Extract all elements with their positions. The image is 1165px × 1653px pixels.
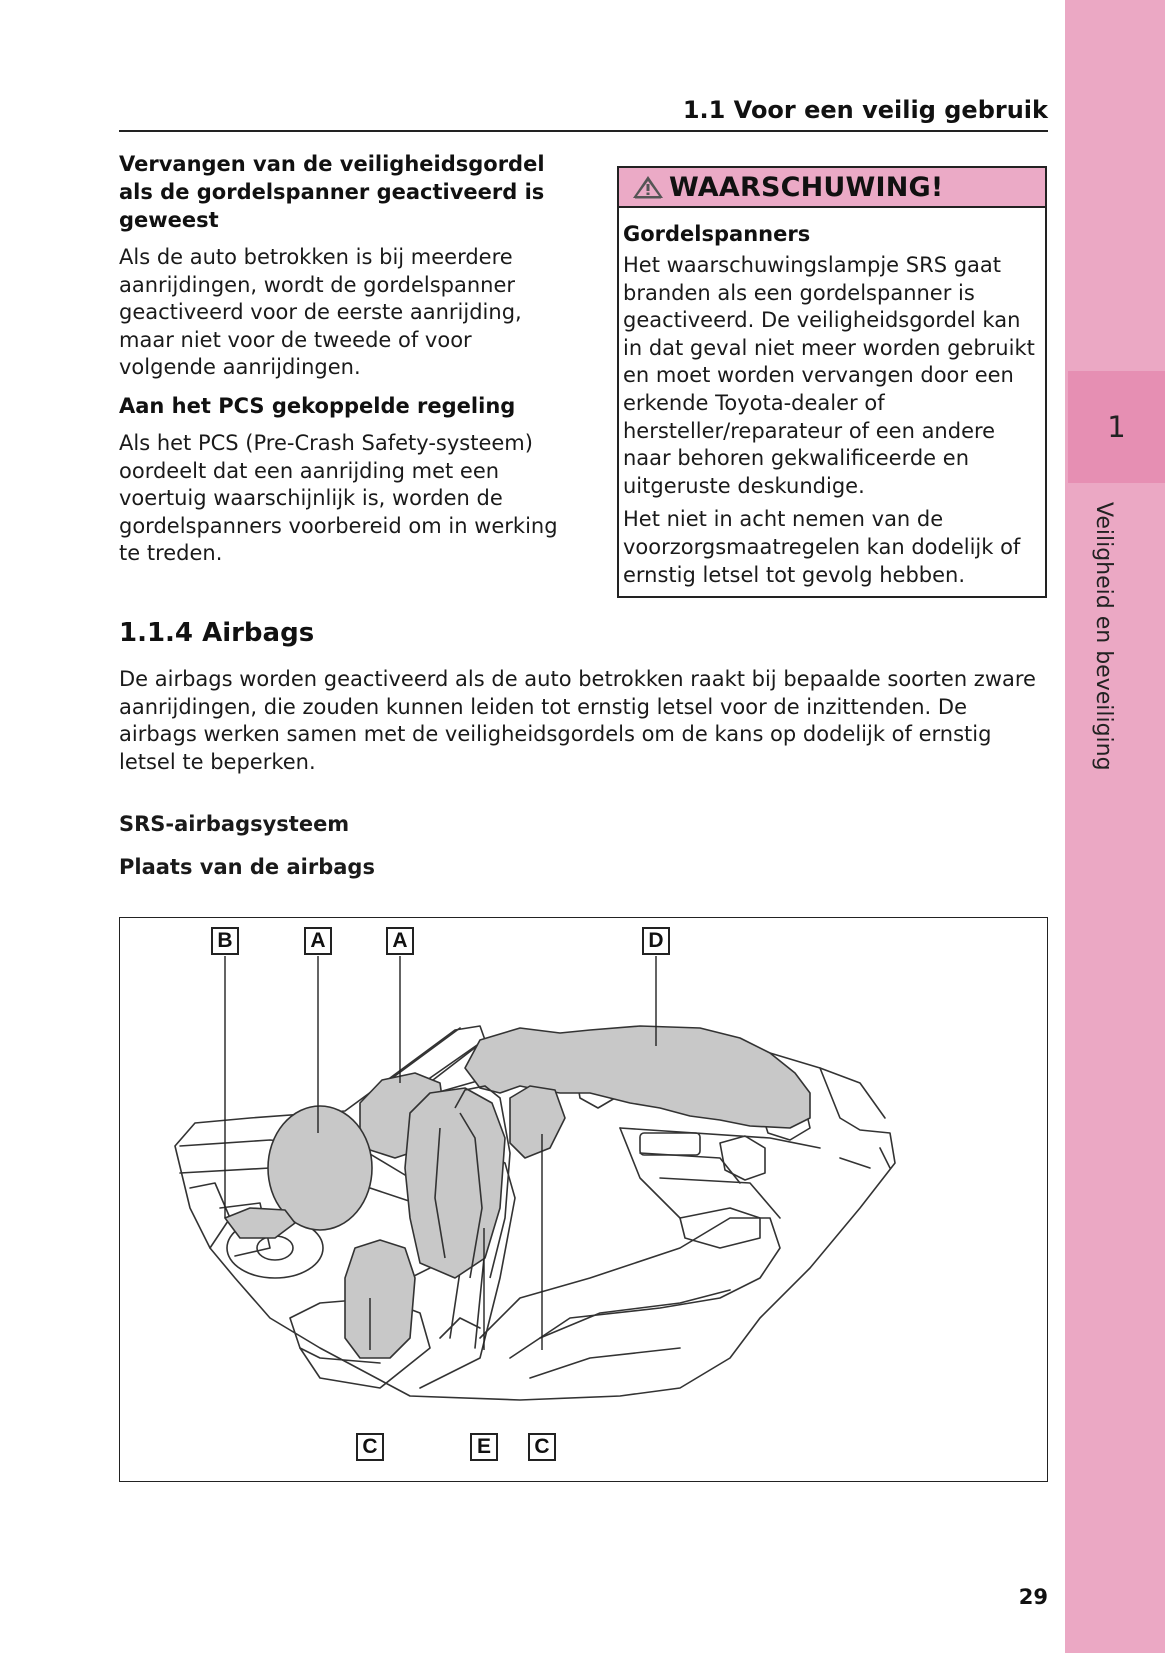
callout-b: B: [211, 927, 239, 955]
airbag-location-heading: Plaats van de airbags: [119, 855, 375, 879]
warning-triangle-icon: [631, 174, 665, 200]
chapter-number: 1: [1107, 410, 1126, 444]
callout-a-passenger: A: [386, 927, 414, 955]
left-column: [119, 150, 559, 578]
airbags-section-heading: 1.1.4 Airbags: [119, 618, 315, 648]
callout-c-right: C: [528, 1433, 556, 1461]
airbags-intro: De airbags worden geactiveerd als de auto betrokken raakt bij bepaalde soorten zware aanrijdingen, die zouden kunnen leiden tot ernstig letsel voor de inzittenden. De airbags werken samen met de veiligheidsgordels om de kans op dodelijk of ernstig letsel te beperken.: [119, 667, 1036, 774]
running-header: 1.1 Voor een veilig gebruik: [682, 96, 1048, 124]
chapter-title: Veiligheid en beveiliging: [1091, 502, 1116, 771]
pcs-text: Als het PCS (Pre-Crash Safety-systeem) oordeelt dat een aanrijding met een voertuig waarschijnlijk is, worden de gordelspanners voorbereid om in werking te treden.: [119, 430, 558, 566]
car-interior-illustration: [120, 918, 1046, 1480]
warning-title: WAARSCHUWING!: [669, 171, 944, 203]
callout-e: E: [470, 1433, 498, 1461]
chapter-sidebar: [1065, 0, 1165, 1653]
callout-c-left: C: [356, 1433, 384, 1461]
callout-d: D: [642, 927, 670, 955]
chapter-number-tab: [1068, 371, 1165, 483]
airbag-location-diagram: [119, 917, 1048, 1482]
warning-text-1: Het waarschuwingslampje SRS gaat branden als een gordelspanner is geactiveerd. De veiligheidsgordel kan in dat geval niet meer worden gebruikt en moet worden vervangen door een erkende Toyota-dealer of hersteller/reparateur of een andere naar behoren gekwalificeerde en uitgeruste deskundige.: [623, 253, 1035, 498]
warning-subheading: Gordelspanners: [623, 222, 811, 246]
replace-heading: Vervangen van de veiligheidsgordel als de gordelspanner geactiveerd is geweest: [119, 152, 545, 232]
srs-heading: SRS-airbagsysteem: [119, 812, 350, 836]
warning-text-2: Het niet in acht nemen van de voorzorgsmaatregelen kan dodelijk of ernstig letsel tot gevolg hebben.: [623, 507, 1021, 587]
warning-body: [623, 220, 1038, 595]
replace-text: Als de auto betrokken is bij meerdere aanrijdingen, wordt de gordelspanner geactiveerd voor de eerste aanrijding, maar niet voor de tweede of voor volgende aanrijdingen.: [119, 245, 522, 380]
page-number: 29: [1018, 1585, 1048, 1609]
header-divider: [119, 130, 1048, 132]
callout-a-driver: A: [304, 927, 332, 955]
warning-header: [617, 166, 1047, 208]
pcs-heading: Aan het PCS gekoppelde regeling: [119, 393, 516, 418]
